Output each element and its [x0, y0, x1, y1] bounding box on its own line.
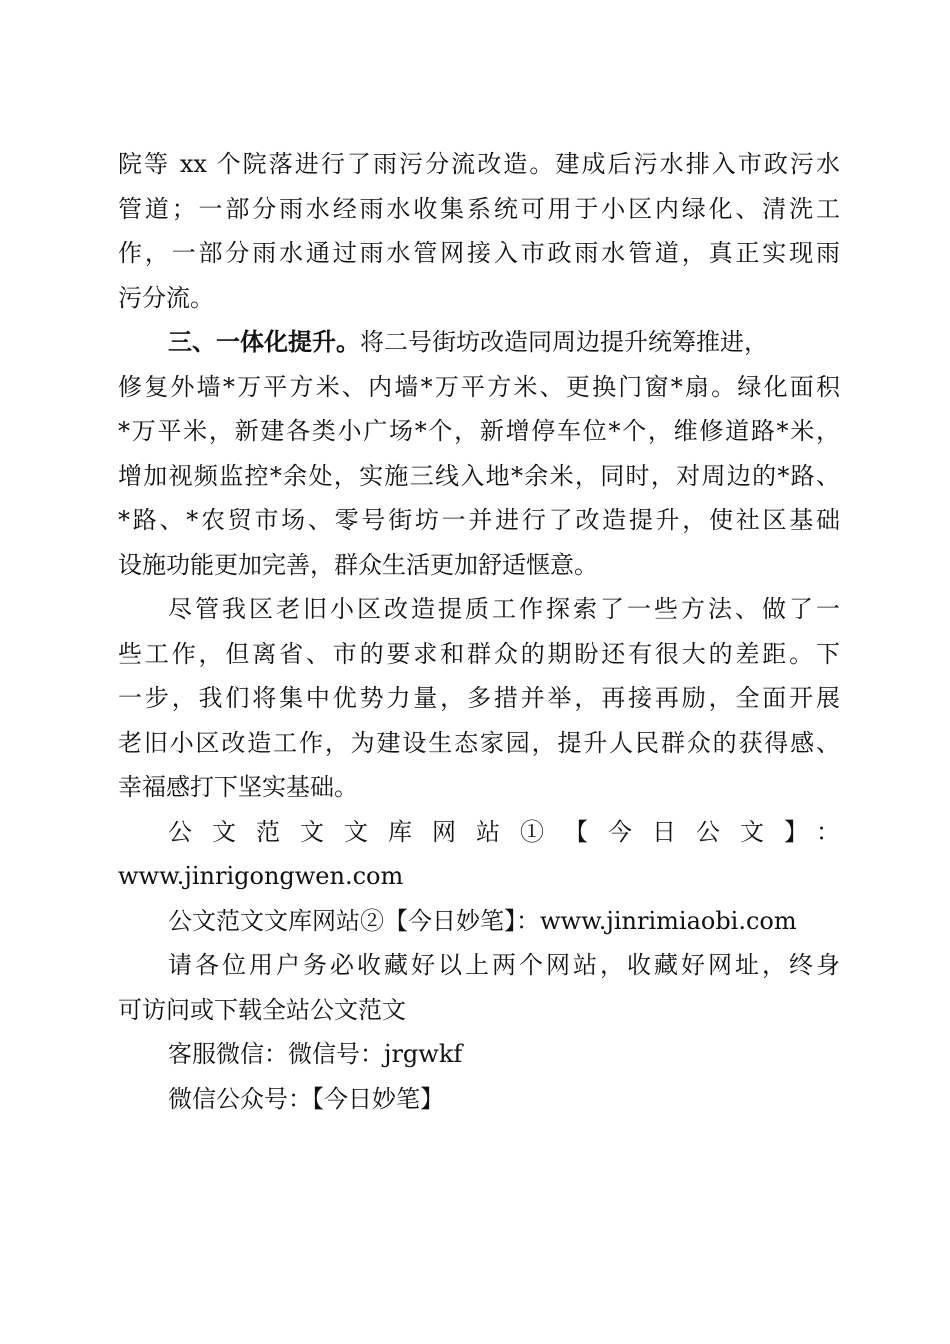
notice-line: 请各位用户务必收藏好以上两个网站，收藏好网址，终身 [168, 951, 840, 979]
text-line: 一步，我们将集中优势力量，多措并举，再接再励，全面开展 [118, 684, 840, 712]
text-line: 些工作，但离省、市的要求和群众的期盼还有很大的差距。下 [118, 639, 840, 668]
site1-label: 公文范文文库网站①【今日公文】： [168, 817, 840, 846]
wechat-service: 客服微信：微信号：jrgwkf [168, 1040, 463, 1068]
text-span: 将二号街坊改造同周边提升统筹推进， [360, 328, 768, 356]
text-line [118, 320, 840, 365]
footer-promo [118, 810, 840, 1122]
site2-line: 公文范文文库网站②【今日妙笔】：www.jinrimiaobi.com [168, 906, 797, 935]
text-line: 增加视频监控*余处，实施三线入地*余米，同时，对周边的*路、 [118, 461, 840, 490]
text-line: 管道；一部分雨水经雨水收集系统可用于小区内绿化、清洗工 [118, 194, 840, 223]
document-page [118, 142, 840, 1121]
text-line: 院等 xx 个院落进行了雨污分流改造。建成后污水排入市政污水 [118, 150, 840, 178]
paragraph-conclusion [118, 587, 840, 810]
paragraph-integrated-upgrade [118, 320, 840, 587]
text-line: 幸福感打下坚实基础。 [118, 773, 358, 801]
text-line: *万平米，新建各类小广场*个，新增停车位*个，维修道路*米， [118, 417, 840, 445]
notice-line: 可访问或下载全站公文范文 [118, 995, 406, 1024]
site1-url: www.jinrigongwen.com [118, 862, 404, 890]
text-line: 老旧小区改造工作，为建设生态家园，提升人民群众的获得感、 [118, 728, 840, 757]
wechat-public: 微信公众号：【今日妙笔】 [168, 1084, 444, 1113]
text-line: 污分流。 [118, 283, 214, 312]
section-heading: 三、一体化提升。 [168, 327, 360, 356]
text-line: *路、*农贸市场、零号街坊一并进行了改造提升，使社区基础 [118, 506, 840, 534]
text-line: 尽管我区老旧小区改造提质工作探索了一些方法、做了一 [168, 595, 840, 623]
text-line: 设施功能更加完善，群众生活更加舒适惬意。 [118, 550, 598, 579]
paragraph-rainwater-separation [118, 142, 840, 320]
text-line: 修复外墙*万平方米、内墙*万平方米、更换门窗*扇。绿化面积 [118, 372, 840, 401]
text-line: 作，一部分雨水通过雨水管网接入市政雨水管道，真正实现雨 [118, 239, 840, 267]
